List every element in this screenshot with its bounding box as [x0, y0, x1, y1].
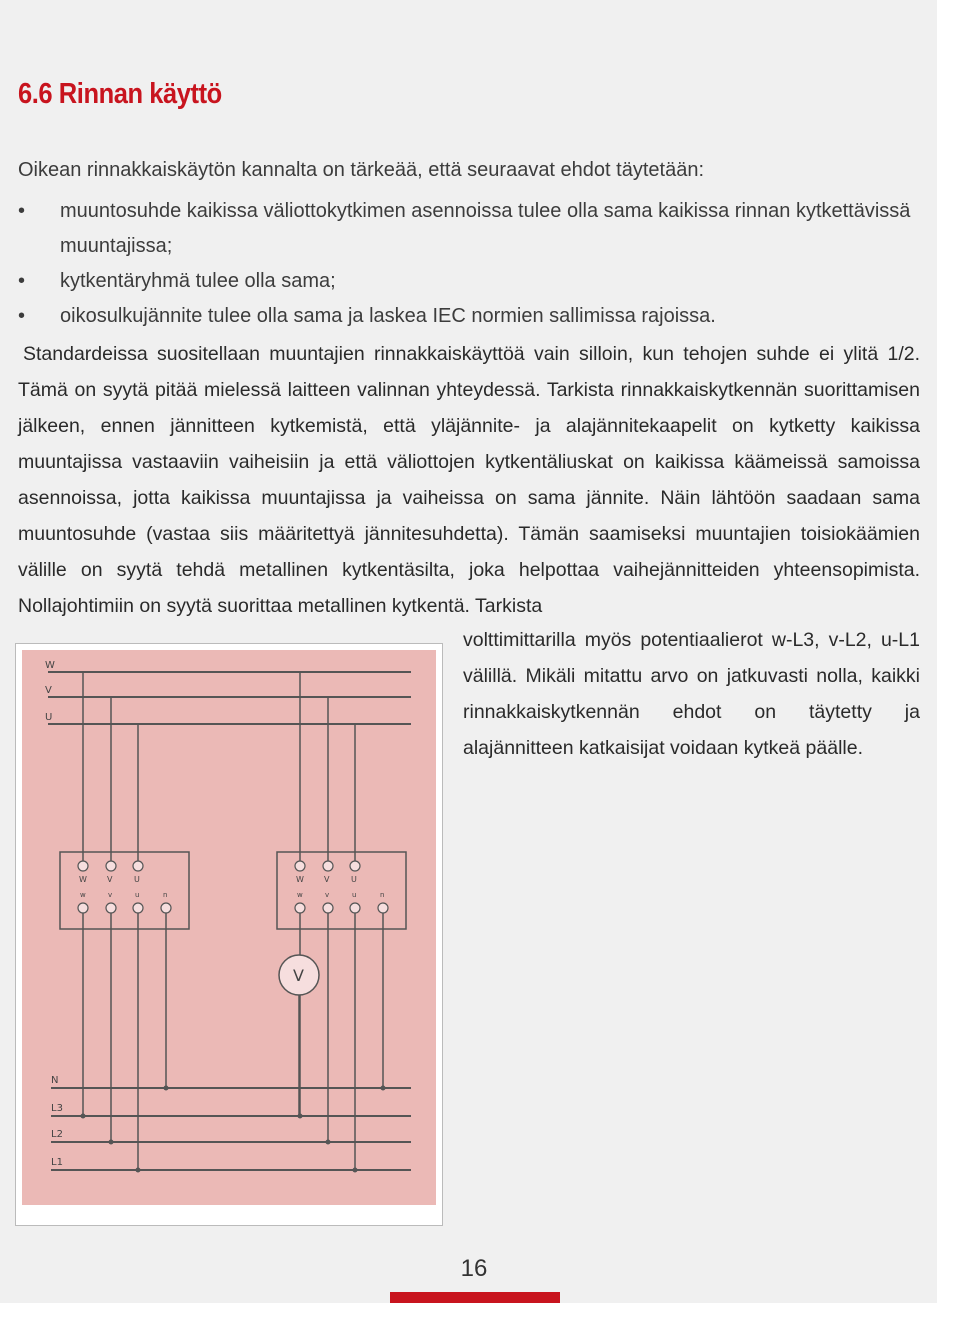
line-label-n: N [51, 1075, 59, 1086]
terminal-label: W [296, 875, 304, 884]
terminal-lower [350, 903, 360, 913]
list-item: • oikosulkujännite tulee olla sama ja laskea IEC normien sallimissa rajoissa. [18, 299, 920, 334]
junction-dot [136, 1168, 141, 1173]
terminal-upper [133, 861, 143, 871]
conditions-list [18, 194, 920, 334]
junction-dot [109, 1140, 114, 1145]
body-paragraph-continued: volttimittarilla myös potentiaalierot w-L3, v-L2, u-L1 välillä. Mikäli mitattu arvo on jatkuvasti nolla, kaikki rinnakkaiskytkennän ehdot on täytetty ja alajännitteen katkaisijat voidaan kytkeä päälle. [463, 629, 920, 759]
terminal-label: W [79, 875, 87, 884]
junction-dot [381, 1086, 386, 1091]
phase-label-u: U [45, 712, 53, 723]
body-paragraph: Standardeissa suositellaan muuntajien rinnakkaiskäyttöä vain silloin, kun tehojen suhde ei ylitä 1/2. Tämä on syytä pitää mielessä laitteen valinnan yhteydessä. Tarkista rinnakkaiskytkennän suorittamisen jälkeen, ennen jännitteen kytkemistä, että yläjännite- ja alajännitekaapelit on kytketty kaikissa muuntajissa vastaaviin vaiheisiin ja että väliottojen kytkentäliuskat on kaikissa käämeissä samoissa asennoissa, jotta kaikissa muuntajissa ja vaiheissa on sama jännite. Näin lähtöön saadaan sama muuntosuhde (vastaa siis määritettyä jännitesuhdetta). Tämän saamiseksi muuntajien toisiokäämien välille on syytä tehdä metallinen kytkentäsilta, joka helpottaa vaihejännitteiden yhteensopimista. Nollajohtimiin on syytä suorittaa metallinen kytkentä. Tarkista [18, 343, 920, 617]
page-number: 16 [460, 1255, 488, 1282]
terminal-label: u [135, 891, 140, 899]
list-item: • kytkentäryhmä tulee olla sama; [18, 264, 920, 299]
junction-dot [164, 1086, 169, 1091]
terminal-lower [323, 903, 333, 913]
terminal-label: U [134, 875, 140, 884]
phase-label-w: W [45, 660, 55, 671]
terminal-upper [295, 861, 305, 871]
terminal-label: U [351, 875, 357, 884]
page-accent-bar [390, 1292, 560, 1303]
line-label-l3: L3 [51, 1103, 63, 1114]
parallel-connection-diagram [15, 643, 443, 1226]
circuit-diagram-svg [16, 644, 442, 1225]
bullet-icon: • [18, 305, 26, 327]
terminal-label: w [297, 891, 303, 899]
terminal-label: n [163, 891, 168, 899]
terminal-label: V [324, 875, 330, 884]
terminal-upper [350, 861, 360, 871]
terminal-upper [78, 861, 88, 871]
terminal-lower [161, 903, 171, 913]
junction-dot [81, 1114, 86, 1119]
terminal-upper [106, 861, 116, 871]
terminal-label: V [107, 875, 113, 884]
diagram-background [22, 650, 436, 1205]
terminal-lower [378, 903, 388, 913]
junction-dot [326, 1140, 331, 1145]
terminal-label: w [80, 891, 86, 899]
phase-label-v: V [45, 685, 52, 696]
line-label-l1: L1 [51, 1157, 63, 1168]
bullet-icon: • [18, 270, 26, 292]
list-item: • muuntosuhde kaikissa väliottokytkimen asennoissa tulee olla sama kaikissa rinnan kytkettävissä muuntajissa; [18, 194, 920, 264]
voltmeter-label: V [293, 966, 304, 985]
terminal-label: v [325, 891, 330, 899]
bullet-icon: • [18, 200, 26, 222]
terminal-lower [78, 903, 88, 913]
terminal-lower [295, 903, 305, 913]
intro-text: Oikean rinnakkaiskäytön kannalta on tärkeää, että seuraavat ehdot täytetään: [18, 159, 704, 181]
terminal-label: n [380, 891, 385, 899]
junction-dot [353, 1168, 358, 1173]
terminal-lower [106, 903, 116, 913]
terminal-upper [323, 861, 333, 871]
section-title: 6.6 Rinnan käyttö [18, 78, 222, 110]
terminal-label: v [108, 891, 113, 899]
terminal-label: u [352, 891, 357, 899]
line-label-l2: L2 [51, 1129, 63, 1140]
terminal-lower [133, 903, 143, 913]
